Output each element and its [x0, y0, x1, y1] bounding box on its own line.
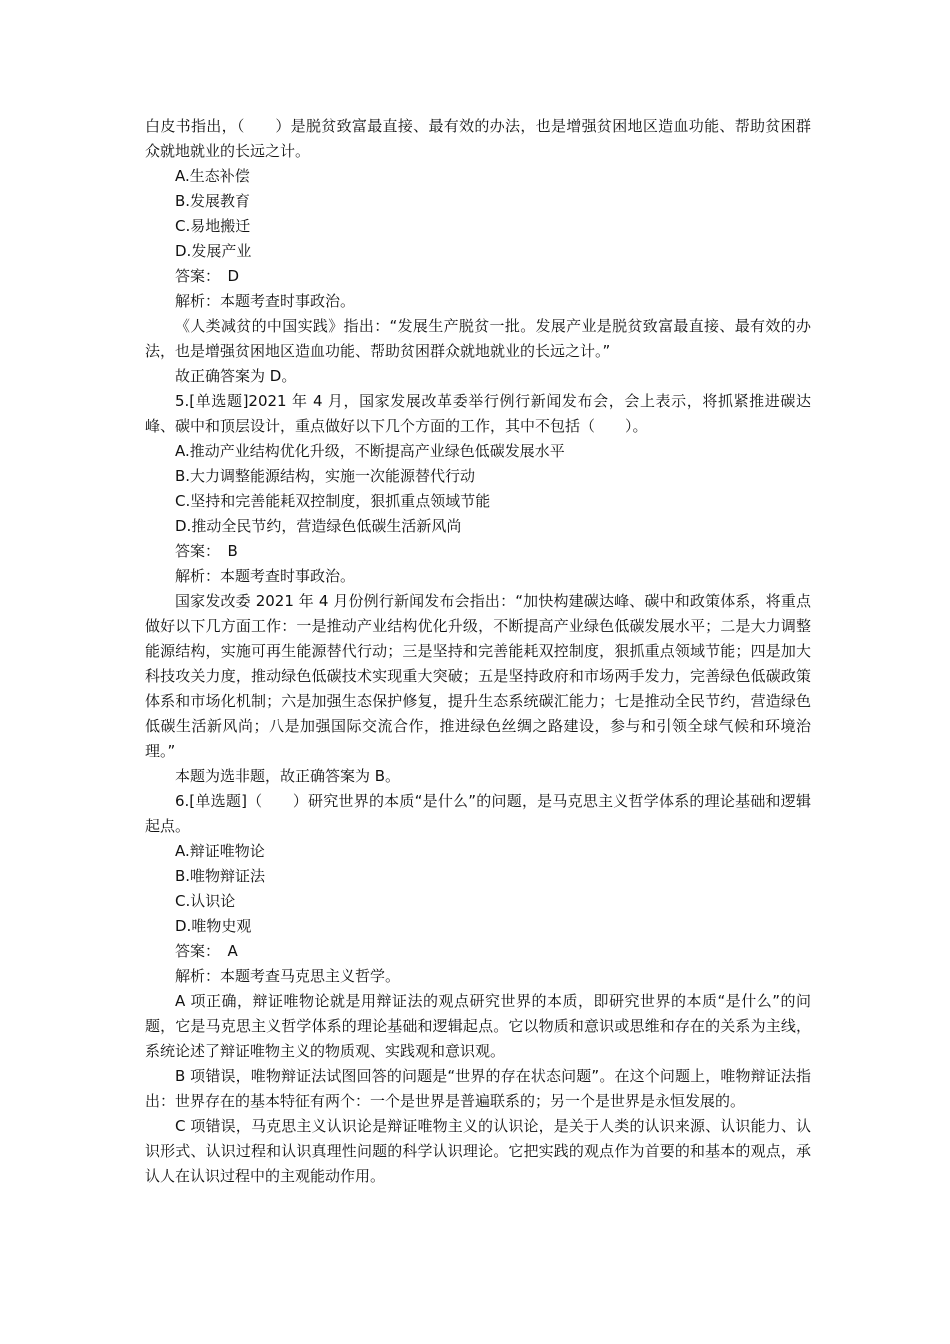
q4-option-a: A.生态补偿 [175, 167, 250, 185]
q6-stem: 6.[单选题]（ ）研究世界的本质“是什么”的问题，是马克思主义哲学体系的理论基础和逻辑起点。 [145, 792, 811, 835]
document-page [145, 114, 811, 1189]
q5-explanation-1: 国家发改委 2021 年 4 月份例行新闻发布会指出：“加快构建碳达峰、碳中和政策体系，将重点做好以下几方面工作：一是推动产业结构优化升级，不断提高产业绿色低碳发展水平；二是大力调整能源结构，实施可再生能源替代行动；三是坚持和完善能耗双控制度，狠抓重点领域节能；四是加大科技攻关力度，推动绿色低碳技术实现重大突破；五是坚持政府和市场两手发力，完善绿色低碳政策体系和市场化机制；六是加强生态保护修复，提升生态系统碳汇能力；七是推动全民节约，营造绿色低碳生活新风尚；八是加强国际交流合作，推进绿色丝绸之路建设，参与和引领全球气候和环境治理。” [145, 592, 811, 760]
q6-option-a: A.辩证唯物论 [175, 842, 265, 860]
q6-analysis-label: 解析：本题考查马克思主义哲学。 [175, 967, 401, 985]
q4-option-d: D.发展产业 [175, 242, 252, 260]
q5-answer: 答案： B [175, 542, 238, 560]
q5-option-c: C.坚持和完善能耗双控制度，狠抓重点领域节能 [175, 492, 491, 510]
q5-analysis-label: 解析：本题考查时事政治。 [175, 567, 356, 585]
q4-explanation-1: 《人类减贫的中国实践》指出：“发展生产脱贫一批。发展产业是脱贫致富最直接、最有效的办法，也是增强贫困地区造血功能、帮助贫困群众就地就业的长远之计。” [145, 317, 811, 360]
q6-explanation-c: C 项错误，马克思主义认识论是辩证唯物主义的认识论，是关于人类的认识来源、认识能力、认识形式、认识过程和认识真理性问题的科学认识理论。它把实践的观点作为首要的和基本的观点，承认人在认识过程中的主观能动作用。 [145, 1117, 811, 1185]
q4-option-b: B.发展教育 [175, 192, 251, 210]
q6-explanation-b: B 项错误，唯物辩证法试图回答的问题是“世界的存在状态问题”。在这个问题上，唯物辩证法指出：世界存在的基本特征有两个：一个是世界是普遍联系的；另一个是世界是永恒发展的。 [145, 1067, 811, 1110]
q6-option-c: C.认识论 [175, 892, 236, 910]
q4-option-c: C.易地搬迁 [175, 217, 251, 235]
q4-analysis-label: 解析：本题考查时事政治。 [175, 292, 356, 310]
q6-option-d: D.唯物史观 [175, 917, 252, 935]
q5-stem: 5.[单选题]2021 年 4 月，国家发展改革委举行例行新闻发布会，会上表示，将抓紧推进碳达峰、碳中和顶层设计，重点做好以下几个方面的工作，其中不包括（ ）。 [145, 392, 811, 435]
q4-stem: 白皮书指出，（ ）是脱贫致富最直接、最有效的办法，也是增强贫困地区造血功能、帮助贫困群众就地就业的长远之计。 [145, 117, 811, 160]
q5-explanation-2: 本题为选非题，故正确答案为 B。 [175, 767, 401, 785]
q5-option-b: B.大力调整能源结构，实施一次能源替代行动 [175, 467, 476, 485]
q6-option-b: B.唯物辩证法 [175, 867, 266, 885]
q4-answer: 答案： D [175, 267, 240, 285]
q6-answer: 答案： A [175, 942, 238, 960]
q5-option-a: A.推动产业结构优化升级，不断提高产业绿色低碳发展水平 [175, 442, 565, 460]
q6-explanation-a: A 项正确，辩证唯物论就是用辩证法的观点研究世界的本质，即研究世界的本质“是什么”的问题，它是马克思主义哲学体系的理论基础和逻辑起点。它以物质和意识或思维和存在的关系为主线，系统论述了辩证唯物主义的物质观、实践观和意识观。 [145, 992, 811, 1060]
q5-option-d: D.推动全民节约，营造绿色低碳生活新风尚 [175, 517, 462, 535]
q4-explanation-2: 故正确答案为 D。 [175, 367, 297, 385]
